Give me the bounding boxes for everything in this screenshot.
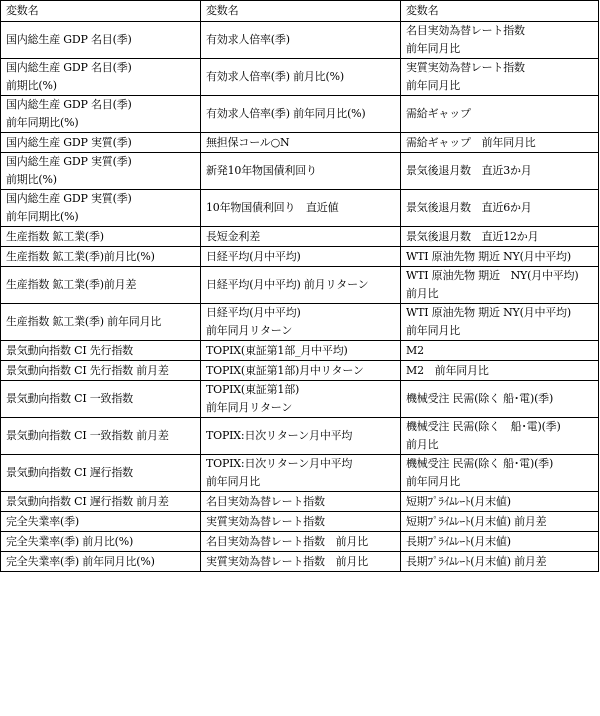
cell-text: TOPIX:日次リターン月中平均: [206, 429, 353, 442]
cell-text: WTI 原油先物 期近 NY(月中平均): [406, 306, 571, 319]
cell-text: 日経平均(月中平均): [206, 249, 301, 263]
table-cell: [201, 22, 401, 59]
table-cell: [401, 492, 599, 512]
table-cell: [201, 267, 401, 304]
cell-text: 前年同月比: [406, 324, 460, 337]
cell-text: 実質実効為替レート指数: [206, 514, 325, 528]
table-cell: [401, 247, 599, 267]
cell-text: 完全失業率(季) 前月比(%): [6, 534, 134, 548]
table-cell: [201, 361, 401, 381]
table-cell: [1, 190, 201, 227]
table-cell: [1, 133, 201, 153]
cell-text: 前年同月比: [206, 475, 260, 488]
cell-text: 10年物国債利回り 直近値: [206, 201, 339, 214]
cell-text: 景気動向指数 CI 先行指数: [6, 343, 133, 357]
table-row: [1, 381, 599, 418]
table-cell: [201, 532, 401, 552]
table-row: [1, 267, 599, 304]
cell-text: 前年同月比: [406, 475, 460, 488]
cell-text: 前年同月リターン: [206, 401, 293, 414]
table-cell: [401, 512, 599, 532]
table-cell: [401, 381, 599, 418]
table-row: [1, 247, 599, 267]
table-cell: [1, 552, 201, 572]
cell-text: 国内総生産 GDP 名目(季): [6, 61, 132, 74]
table-cell: [401, 190, 599, 227]
cell-text: 機械受注 民需(除く 船･電)(季): [406, 392, 554, 405]
table-cell: [1, 532, 201, 552]
cell-text: 日経平均(月中平均): [206, 306, 301, 319]
table-cell: [1, 418, 201, 455]
table-row: [1, 492, 599, 512]
table-cell: [1, 267, 201, 304]
table-row: [1, 59, 599, 96]
table-cell: [1, 227, 201, 247]
table-cell: [1, 22, 201, 59]
cell-text: 長期ﾌﾟﾗｲﾑﾚｰﾄ(月末値): [406, 534, 511, 548]
table-cell: [401, 341, 599, 361]
table-cell: [1, 59, 201, 96]
cell-text: 前期比(%): [6, 173, 57, 186]
table-body: [1, 22, 599, 572]
table-row: [1, 418, 599, 455]
cell-text: 国内総生産 GDP 実質(季): [6, 155, 132, 168]
table-cell: [201, 381, 401, 418]
cell-text: 完全失業率(季): [6, 514, 79, 528]
table-cell: [201, 341, 401, 361]
column-header: 変数名: [201, 1, 401, 22]
table-cell: [201, 492, 401, 512]
table-cell: [201, 418, 401, 455]
column-header: 変数名: [1, 1, 201, 22]
table-cell: [201, 133, 401, 153]
cell-text: 短期ﾌﾟﾗｲﾑﾚｰﾄ(月末値) 前月差: [406, 514, 547, 528]
table-row: [1, 133, 599, 153]
table-cell: [401, 304, 599, 341]
cell-text: 前月比: [406, 287, 439, 300]
cell-text: 長期ﾌﾟﾗｲﾑﾚｰﾄ(月末値) 前月差: [406, 554, 547, 568]
cell-text: 名目実効為替レート指数 前月比: [206, 534, 368, 548]
table-cell: [401, 153, 599, 190]
cell-text: 日経平均(月中平均) 前月リターン: [206, 278, 369, 291]
cell-text: 需給ギャップ 前年同月比: [406, 135, 536, 149]
table-row: [1, 227, 599, 247]
table-row: [1, 96, 599, 133]
table-cell: [201, 227, 401, 247]
table-row: [1, 22, 599, 59]
table-cell: [1, 304, 201, 341]
table-cell: [401, 361, 599, 381]
cell-text: 国内総生産 GDP 実質(季): [6, 135, 132, 149]
table-cell: [401, 22, 599, 59]
table-cell: [401, 96, 599, 133]
cell-text: 国内総生産 GDP 実質(季): [6, 192, 132, 205]
table-cell: [201, 512, 401, 532]
table-row: [1, 455, 599, 492]
table-cell: [401, 133, 599, 153]
table-cell: [1, 512, 201, 532]
cell-text: 名目実効為替レート指数: [206, 494, 325, 508]
table-row: [1, 341, 599, 361]
cell-text: TOPIX(東証第1部_月中平均): [206, 343, 348, 357]
table-cell: [401, 532, 599, 552]
cell-text: TOPIX:日次リターン月中平均: [206, 457, 353, 470]
cell-text: 実質実効為替レート指数 前月比: [206, 554, 368, 568]
table-row: [1, 304, 599, 341]
table-cell: [201, 552, 401, 572]
cell-text: 機械受注 民需(除く 船･電)(季): [406, 420, 561, 433]
cell-text: 短期ﾌﾟﾗｲﾑﾚｰﾄ(月末値): [406, 494, 511, 508]
cell-text: 景気後退月数 直近12か月: [406, 229, 539, 243]
table-row: [1, 153, 599, 190]
cell-text: 前年同月比: [406, 79, 460, 92]
cell-text: 完全失業率(季) 前年同月比(%): [6, 554, 155, 568]
table-row: [1, 552, 599, 572]
table-cell: [201, 153, 401, 190]
table-cell: [401, 418, 599, 455]
table-row: [1, 361, 599, 381]
cell-text: 前年同期比(%): [6, 210, 79, 223]
cell-text: 景気動向指数 CI 遅行指数: [6, 466, 133, 479]
cell-text: 長短金利差: [206, 229, 260, 243]
cell-text: 前期比(%): [6, 79, 57, 92]
table-cell: [401, 267, 599, 304]
table-row: [1, 532, 599, 552]
cell-text: 景気動向指数 CI 一致指数: [6, 392, 133, 405]
cell-text: 生産指数 鉱工業(季): [6, 229, 104, 243]
cell-text: TOPIX(東証第1部): [206, 383, 300, 396]
table-cell: [201, 96, 401, 133]
table-cell: [201, 59, 401, 96]
cell-text: 前年同期比(%): [6, 116, 79, 129]
cell-text: 国内総生産 GDP 名目(季): [6, 33, 132, 46]
cell-text: 景気後退月数 直近6か月: [406, 201, 532, 214]
table-cell: [1, 455, 201, 492]
cell-text: 景気動向指数 CI 一致指数 前月差: [6, 429, 169, 442]
table-cell: [401, 59, 599, 96]
table-cell: [401, 227, 599, 247]
cell-text: 生産指数 鉱工業(季)前月差: [6, 278, 137, 291]
table-cell: [201, 190, 401, 227]
table-cell: [1, 341, 201, 361]
table-cell: [201, 455, 401, 492]
header-row: [1, 1, 599, 22]
table-cell: [1, 96, 201, 133]
table-cell: [401, 552, 599, 572]
table-cell: [1, 381, 201, 418]
table-cell: [401, 455, 599, 492]
cell-text: 前月比: [406, 438, 439, 451]
cell-text: 生産指数 鉱工業(季)前月比(%): [6, 249, 155, 263]
cell-text: WTI 原油先物 期近 NY(月中平均): [406, 249, 571, 263]
cell-text: 生産指数 鉱工業(季) 前年同月比: [6, 315, 162, 328]
cell-text: 国内総生産 GDP 名目(季): [6, 98, 132, 111]
cell-text: 需給ギャップ: [406, 107, 471, 120]
table-cell: [201, 304, 401, 341]
table-row: [1, 190, 599, 227]
cell-text: 有効求人倍率(季) 前月比(%): [206, 70, 344, 83]
table-cell: [1, 153, 201, 190]
cell-text: 景気後退月数 直近3か月: [406, 164, 532, 177]
cell-text: 前年同月比: [406, 42, 460, 55]
cell-text: WTI 原油先物 期近 NY(月中平均): [406, 269, 579, 282]
table-cell: [1, 492, 201, 512]
cell-text: 有効求人倍率(季) 前年同月比(%): [206, 107, 366, 120]
cell-text: 有効求人倍率(季): [206, 33, 290, 46]
cell-text: 無担保コール○N: [206, 135, 290, 149]
cell-text: 新発10年物国債利回り: [206, 164, 317, 177]
cell-text: 景気動向指数 CI 先行指数 前月差: [6, 363, 169, 377]
cell-text: 実質実効為替レート指数: [406, 61, 525, 74]
table-cell: [1, 247, 201, 267]
cell-text: M2 前年同月比: [406, 363, 489, 377]
cell-text: 名目実効為替レート指数: [406, 24, 525, 37]
table-cell: [1, 361, 201, 381]
cell-text: 機械受注 民需(除く 船･電)(季): [406, 457, 554, 470]
column-header: 変数名: [401, 1, 599, 22]
table-cell: [201, 247, 401, 267]
table-row: [1, 512, 599, 532]
cell-text: 前年同月リターン: [206, 324, 293, 337]
cell-text: M2: [406, 343, 424, 357]
cell-text: 景気動向指数 CI 遅行指数 前月差: [6, 494, 169, 508]
cell-text: TOPIX(東証第1部)月中リターン: [206, 363, 364, 377]
